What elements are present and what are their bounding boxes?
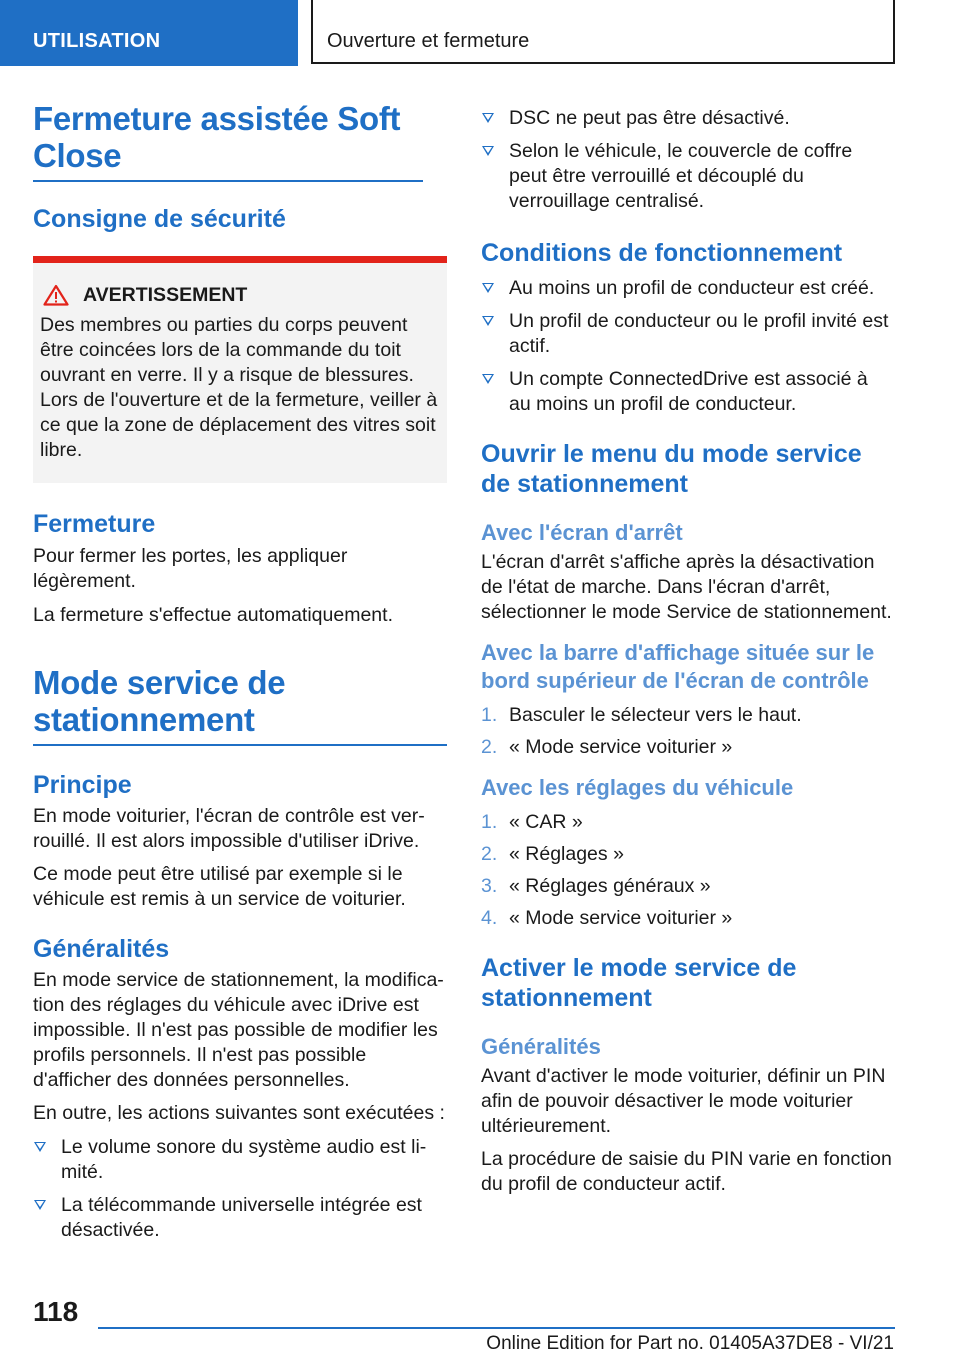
list-item: 1. Basculer le sélecteur vers le haut. [481,704,802,726]
warning-text: Des membres ou parties du corps peuvent être coincées lors de la commande du toit ouvrant en verre. Il y a risque de blessures. Lors de l'ouverture et de la fermeture, veiller à ce que la zone de déplacement des vitres soit libre. [40,314,438,461]
safety-heading: Consigne de sécurité [33,205,286,233]
principle-paragraph-1: En mode voiturier, l'écran de contrôle est verrouillé. Il est alors impossible d'utiliser iDrive. [33,805,425,852]
closing-paragraph-2: La fermeture s'effectue automatiquement. [33,604,393,626]
stop-screen-paragraph: L'écran d'arrêt s'affiche après la désactivation de l'état de marche. Dans l'écran d'arrêt, sélectionner le mode Service de stationnement. [481,551,892,623]
list-item: Un compte ConnectedDrive est associé à au moins un profil de conducteur. [481,367,893,417]
general-paragraph-1: En mode service de stationnement, la modification des réglages du véhicule avec iDrive est impossible. Il n'est pas possible de modifier les profils personnels. Il n'est pas possible d'afficher des données personnelles. [33,969,444,1091]
header-section-tab: UTILISATION [0,0,298,66]
footer-divider [98,1327,895,1329]
conditions-heading: Conditions de fonctionnement [481,239,843,267]
closing-paragraph-1: Pour fermer les portes, les appliquer légèrement. [33,545,348,592]
list-item: Un profil de conducteur ou le profil invité est actif. [481,309,893,359]
soft-close-heading: Fermeture assistée Soft Close [33,100,423,182]
general-heading: Généralités [33,935,170,963]
actions-list-continued [481,106,893,214]
list-item: Le volume sonore du système audio est limité. [33,1135,447,1185]
footer-edition: Online Edition for Part no. 01405A37DE8 - VI/21 [486,1333,894,1354]
stop-screen-heading: Avec l'écran d'arrêt [481,520,683,545]
list-item: DSC ne peut pas être désactivé. [481,106,893,131]
list-item: Selon le véhicule, le couvercle de coffre peut être verrouillé et découplé du verrouillage centralisé. [481,139,893,214]
activate-general-heading: Généralités [481,1034,601,1059]
right-column [481,106,893,1197]
actions-list [33,1135,447,1243]
general-paragraph-2: En outre, les actions suivantes sont exécutées : [33,1102,445,1124]
status-bar-steps [481,703,893,760]
vehicle-settings-heading: Avec les réglages du véhicule [481,775,794,800]
bullet-triangle-icon [482,283,494,293]
warning-title [40,283,439,307]
principle-heading: Principe [33,771,132,799]
activate-heading: Activer le mode service de stationnement [481,954,797,1012]
list-item: La télécommande universelle intégrée est désactivée. [33,1193,447,1243]
bullet-triangle-icon [482,113,494,123]
list-item: 4. « Mode service voiturier » [481,907,733,929]
conditions-list [481,276,893,417]
bullet-triangle-icon [482,316,494,326]
list-item: Au moins un profil de conducteur est créé. [481,276,893,301]
list-item: 1. « CAR » [481,811,583,833]
valet-mode-heading: Mode service de stationnement [33,664,447,746]
activate-paragraph-1: Avant d'activer le mode voiturier, définir un PIN afin de pouvoir désactiver le mode voiturier ultérieurement. [481,1065,886,1137]
list-item: 2. « Mode service voiturier » [481,736,733,758]
warning-label: AVERTISSEMENT [83,284,248,306]
status-bar-heading: Avec la barre d'affichage située sur le bord supérieur de l'écran de contrôle [481,640,875,693]
closing-heading: Fermeture [33,510,156,538]
list-item: 2. « Réglages » [481,843,624,865]
bullet-triangle-icon [482,374,494,384]
activate-paragraph-2: La procédure de saisie du PIN varie en fonction du profil de conducteur actif. [481,1148,892,1195]
vehicle-settings-steps [481,810,893,931]
header-chapter: Ouverture et fermeture [311,0,895,64]
bullet-triangle-icon [482,146,494,156]
warning-box [33,256,447,483]
principle-paragraph-2: Ce mode peut être utilisé par exemple si le véhicule est remis à un service de voiturier. [33,863,406,910]
left-column [33,100,447,1243]
open-menu-heading: Ouvrir le menu du mode service de stationnement [481,440,862,498]
list-item: 3. « Réglages généraux » [481,875,711,897]
bullet-triangle-icon [34,1200,46,1210]
page-number: 118 [33,1296,79,1327]
warning-triangle-icon [43,284,69,306]
bullet-triangle-icon [34,1142,46,1152]
